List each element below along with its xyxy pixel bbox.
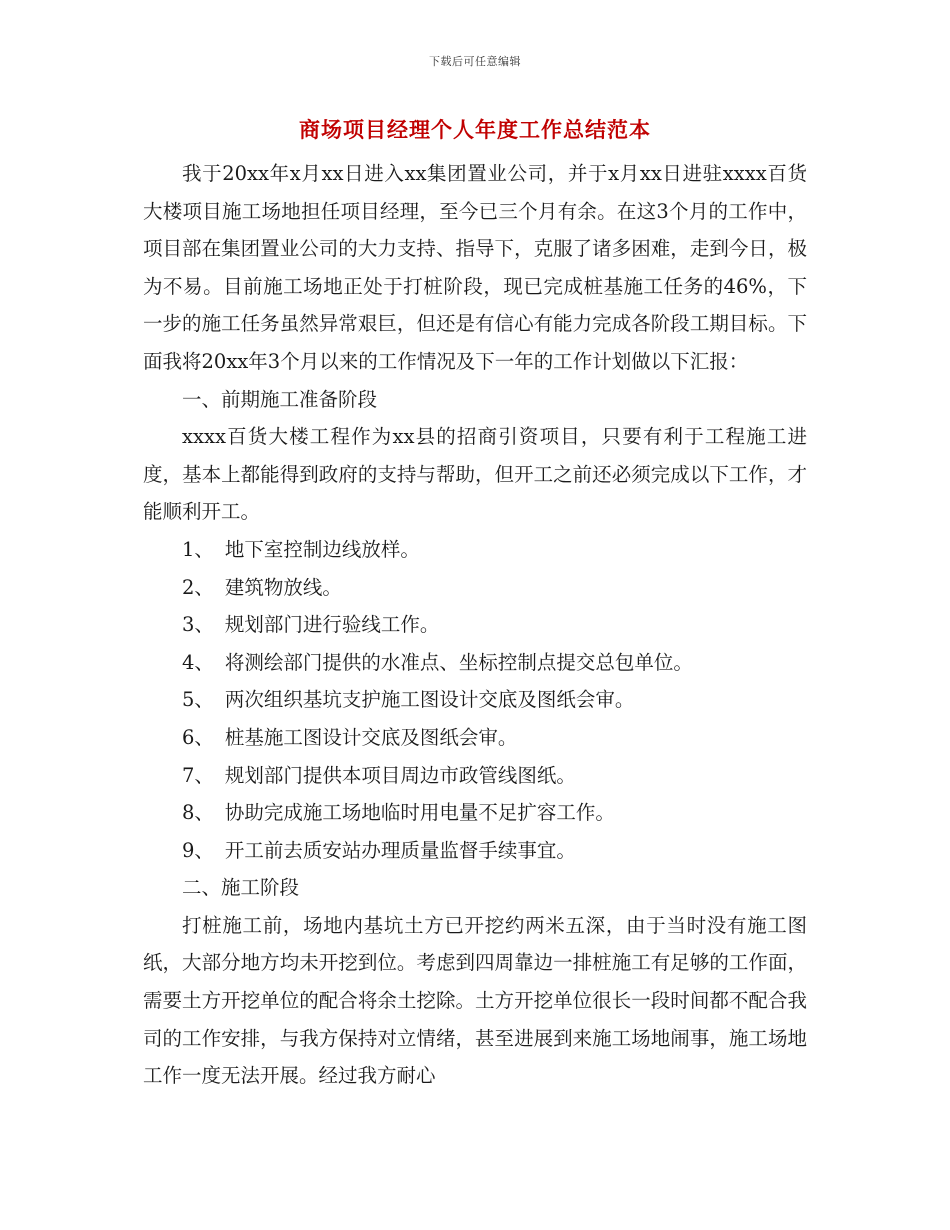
list-item bbox=[143, 794, 807, 832]
preparation-list bbox=[143, 531, 807, 869]
section-2-heading: 二、施工阶段 bbox=[182, 876, 300, 900]
list-item-number: 2、 bbox=[182, 575, 214, 599]
section-1-paragraph: xxxx百货大楼工程作为xx县的招商引资项目，只要有利于工程施工进度，基本上都能得到政府的支持与帮助，但开工之前还必须完成以下工作，才能顺利开工。 bbox=[143, 425, 807, 524]
header-note: 下载后可任意编辑 bbox=[429, 55, 521, 68]
list-item-number: 6、 bbox=[182, 725, 214, 749]
list-item bbox=[143, 531, 807, 569]
list-item bbox=[143, 832, 807, 870]
list-item-number: 1、 bbox=[182, 537, 214, 561]
list-item bbox=[143, 719, 807, 757]
document-title: 商场项目经理个人年度工作总结范本 bbox=[299, 117, 651, 142]
list-item-text: 协助完成施工场地临时用电量不足扩容工作。 bbox=[224, 801, 615, 825]
list-item-number: 3、 bbox=[182, 613, 214, 637]
list-item bbox=[143, 644, 807, 682]
document-body bbox=[143, 155, 807, 1095]
list-item-number: 5、 bbox=[182, 688, 214, 712]
list-item-number: 7、 bbox=[182, 763, 214, 787]
list-item-number: 9、 bbox=[182, 838, 214, 862]
list-item-text: 桩基施工图设计交底及图纸会审。 bbox=[224, 725, 518, 749]
list-item-number: 4、 bbox=[182, 650, 214, 674]
list-item bbox=[143, 606, 807, 644]
list-item-text: 两次组织基坑支护施工图设计交底及图纸会审。 bbox=[224, 688, 635, 712]
list-item-text: 建筑物放线。 bbox=[224, 575, 342, 599]
list-item bbox=[143, 569, 807, 607]
intro-paragraph: 我于20xx年x月xx日进入xx集团置业公司，并于x月xx日进驻xxxx百货大楼项目施工场地担任项目经理，至今已三个月有余。在这3个月的工作中，项目部在集团置业公司的大力支持、指导下，克服了诸多困难，走到今日，极为不易。目前施工场地正处于打桩阶段，现已完成桩基施工任务的46%，下一步的施工任务虽然异常艰巨，但还是有信心有能力完成各阶段工期目标。下面我将20xx年3个月以来的工作情况及下一年的工作计划做以下汇报： bbox=[143, 162, 807, 373]
list-item-text: 开工前去质安站办理质量监督手续事宜。 bbox=[224, 838, 576, 862]
section-1-heading: 一、前期施工准备阶段 bbox=[182, 387, 378, 411]
list-item-text: 规划部门提供本项目周边市政管线图纸。 bbox=[224, 763, 576, 787]
section-2-paragraph: 打桩施工前，场地内基坑土方已开挖约两米五深，由于当时没有施工图纸，大部分地方均未开挖到位。考虑到四周靠边一排桩施工有足够的工作面，需要土方开挖单位的配合将余土挖除。土方开挖单位很长一段时间都不配合我司的工作安排，与我方保持对立情绪，甚至进展到来施工场地闹事，施工场地工作一度无法开展。经过我方耐心 bbox=[143, 913, 807, 1088]
list-item-number: 8、 bbox=[182, 801, 214, 825]
list-item bbox=[143, 681, 807, 719]
list-item-text: 将测绘部门提供的水准点、坐标控制点提交总包单位。 bbox=[224, 650, 693, 674]
list-item-text: 规划部门进行验线工作。 bbox=[224, 613, 440, 637]
list-item bbox=[143, 757, 807, 795]
list-item-text: 地下室控制边线放样。 bbox=[224, 537, 420, 561]
